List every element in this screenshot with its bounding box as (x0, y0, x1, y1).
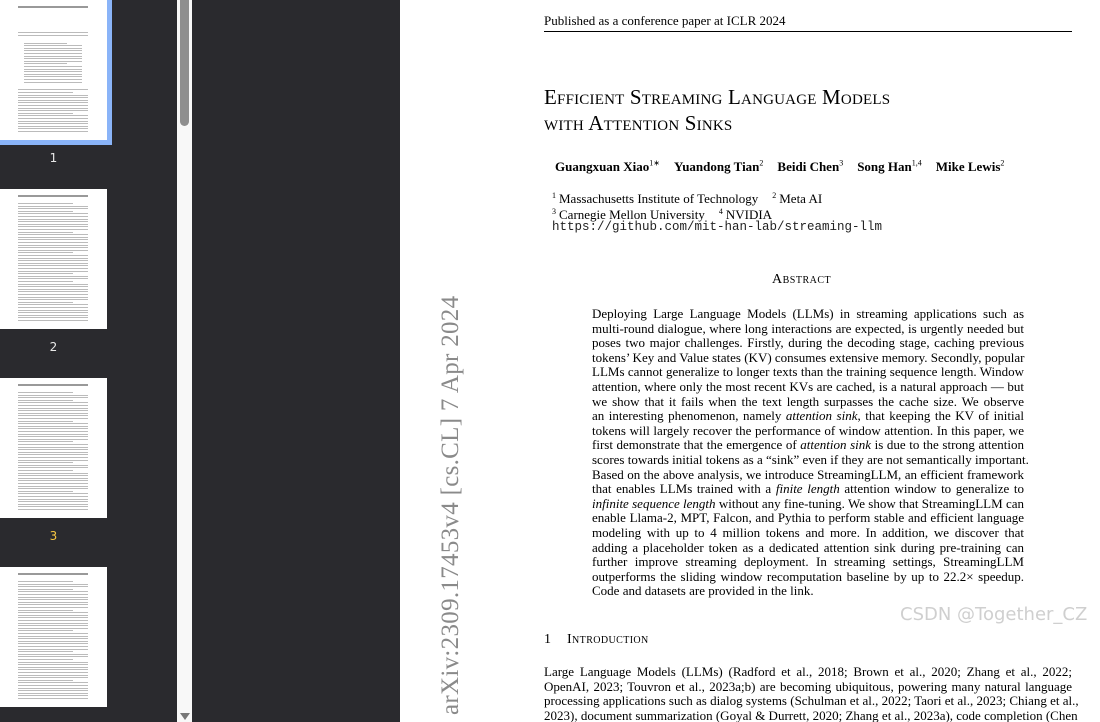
thumb-text-line (18, 620, 88, 621)
thumb-text-line (18, 100, 88, 101)
thumb-text-line (18, 265, 88, 266)
running-header: Published as a conference paper at ICLR 2024 (544, 13, 786, 28)
thumb-text-line (18, 226, 88, 227)
thumb-text-line (18, 118, 88, 119)
thumb-text-line (18, 299, 88, 300)
thumb-text-line (24, 43, 67, 44)
text-segment: attention, where only the most recent KVs are cached, is a natural approach — but (592, 379, 1024, 394)
thumb-text-line (18, 113, 73, 114)
text-segment: an interesting phenomenon, namely (592, 408, 786, 424)
author (555, 159, 660, 174)
thumb-text-line (18, 454, 88, 455)
thumb-text-line (18, 237, 88, 238)
thumb-text-line (18, 408, 88, 409)
thumb-text-line (18, 488, 88, 489)
thumb-text-line (18, 294, 88, 295)
thumb-text-line (18, 307, 88, 308)
thumb-text-line (18, 491, 73, 492)
thumb-text-line (18, 304, 88, 305)
abstract-line (592, 452, 1029, 468)
abstract-line (592, 438, 1024, 453)
thumb-text-line (18, 641, 88, 642)
thumb-text-line (18, 89, 88, 90)
thumb-text-line (18, 680, 73, 681)
thumb-text-line (18, 268, 88, 269)
affiliation-mark: 2 (772, 191, 777, 200)
thumb-text-line (18, 597, 88, 598)
thumb-text-line (18, 659, 73, 660)
thumb-text-line (18, 431, 88, 432)
author-affiliation-mark: 1,4 (911, 159, 922, 168)
thumb-text-line (18, 255, 88, 256)
thumb-text-line (18, 460, 88, 461)
thumb-text-line (18, 395, 88, 396)
thumb-text-line (18, 281, 73, 282)
thumb-text-line (24, 79, 82, 80)
abstract-line (592, 482, 1024, 497)
paragraph-line: 2023), document summarization (Goyal & Durrett, 2020; Zhang et al., 2023a), code completion (Chen (544, 707, 1078, 722)
thumb-text-line (18, 92, 73, 93)
author-name: Beidi Chen (777, 159, 840, 175)
author (936, 159, 1005, 174)
emphasized-term: infinite sequence length (592, 495, 716, 511)
thumb-text-line (18, 211, 73, 212)
thumb-text-line (18, 402, 88, 403)
thumb-text-line (18, 586, 88, 587)
author-affiliation-mark: 2 (1000, 159, 1005, 168)
thumb-text-line (18, 651, 73, 652)
thumb-text-line (24, 66, 82, 67)
thumb-text-line (18, 499, 88, 500)
thumb-text-line (18, 452, 88, 453)
text-segment: tokens will largely recover the performance of window attention. In this paper, we (592, 422, 1024, 438)
thumb-text-line (18, 203, 73, 204)
thumb-text-line (24, 48, 82, 49)
thumb-text-line (18, 506, 88, 507)
abstract-line (592, 497, 1024, 512)
thumb-text-line (18, 32, 88, 33)
thumb-text-line (18, 213, 88, 214)
thumb-text-line (18, 286, 88, 287)
abstract-line (592, 570, 1024, 585)
thumb-text-line (18, 234, 88, 235)
thumb-text-line (18, 126, 88, 127)
thumb-text-line (18, 604, 88, 605)
abstract-line (592, 395, 1024, 410)
section-title: Introduction (567, 632, 649, 647)
thumb-text-line (18, 423, 88, 424)
affiliation-name: Meta AI (779, 191, 823, 207)
thumb-text-line (18, 206, 88, 207)
thumb-text-line (18, 229, 88, 230)
thumb-text-line (18, 602, 88, 603)
thumb-text-line (18, 475, 88, 476)
thumb-text-line (18, 633, 88, 634)
thumb-text-line (18, 643, 88, 644)
sidebar-scrollbar[interactable] (177, 0, 192, 722)
thumb-text-line (18, 242, 88, 243)
text-segment: Based on the above analysis, we introduce StreamingLLM, an efficient framework (592, 466, 1024, 482)
thumb-text-line (24, 69, 82, 70)
thumb-text-line (18, 219, 88, 220)
thumb-text-line (18, 610, 73, 611)
thumb-text-line (18, 260, 88, 261)
thumb-text-line (18, 418, 88, 419)
affiliation-mark: 3 (552, 207, 556, 216)
text-segment: modeling with up to 4 million tokens and more. In addition, we discover that (592, 525, 1024, 540)
abstract-line (592, 584, 1024, 599)
abstract-line (592, 336, 1024, 351)
thumb-text-line (18, 675, 88, 676)
thumb-text-line (18, 392, 73, 393)
abstract-heading: Abstract (772, 272, 832, 287)
abstract-line (592, 409, 1024, 424)
thumb-text-line (18, 415, 88, 416)
thumb-text-line (18, 413, 88, 414)
abstract-line (592, 468, 1024, 483)
text-segment: enable Llama-2, MPT, Falcon, and Pythia to perform stable and efficient language (592, 510, 1024, 526)
thumb-text-line (18, 695, 88, 696)
thumb-header-rule (18, 6, 88, 8)
thumb-text-line (18, 486, 88, 487)
thumb-text-line (24, 71, 82, 72)
thumb-text-line (18, 654, 88, 655)
text-segment: is due to the strong attention (871, 437, 1024, 453)
affiliation-name: Massachusetts Institute of Technology (559, 191, 759, 207)
thumb-text-line (24, 76, 82, 77)
thumb-text-line (18, 599, 88, 600)
header-rule (544, 31, 1072, 32)
thumb-text-line (18, 584, 88, 585)
thumb-text-line (18, 623, 88, 624)
scroll-down-arrow-icon[interactable] (180, 713, 190, 720)
thumb-text-line (18, 310, 88, 311)
text-segment: without any fine-tuning. We show that StreamingLLM can (715, 495, 1024, 511)
thumb-text-line (18, 421, 73, 422)
author (857, 159, 922, 174)
paragraph-line: Large Language Models (LLMs) (Radford et al., 2018; Brown et al., 2020; Zhang et al., 2022; (544, 664, 1072, 679)
thumb-text-line (18, 480, 88, 481)
thumb-text-line (18, 615, 88, 616)
abstract-line (592, 365, 1024, 380)
scrollbar-thumb[interactable] (180, 0, 189, 126)
author-affiliation-mark: 3 (839, 159, 844, 168)
thumb-text-line (18, 302, 73, 303)
thumb-text-line (18, 224, 88, 225)
arxiv-identifier: arXiv:2309.17453v4 [cs.CL] 7 Apr 2024 (437, 295, 464, 715)
thumbnail-label: 1 (49, 151, 58, 165)
text-segment: Deploying Large Language Models (LLMs) in streaming applications such as (592, 306, 1024, 321)
thumb-text-line (18, 108, 88, 109)
emphasized-term: finite length (775, 481, 840, 497)
thumb-text-line (18, 123, 88, 124)
thumb-text-line (18, 677, 88, 678)
thumb-text-line (18, 250, 88, 251)
thumb-text-line (18, 221, 88, 222)
thumb-text-line (24, 45, 82, 46)
section-heading-introduction (544, 631, 649, 648)
affiliation-name: NVIDIA (725, 207, 773, 223)
text-segment: multi-round dialogue, where long interactions are expected, is urgently needed but (592, 320, 1024, 336)
thumb-text-line (18, 291, 88, 292)
thumb-text-line (24, 74, 82, 75)
thumb-text-line (24, 50, 82, 51)
emphasized-term: attention sink (800, 437, 872, 453)
thumb-text-line (18, 271, 88, 272)
thumb-text-line (18, 649, 88, 650)
thumb-text-line (24, 56, 82, 57)
thumb-text-line (18, 664, 88, 665)
page-thumbnail-1[interactable] (0, 0, 107, 140)
thumbnail-label: 3 (49, 529, 58, 543)
thumb-text-line (18, 284, 88, 285)
thumb-text-line (18, 263, 88, 264)
thumb-text-line (18, 462, 73, 463)
thumb-text-line (18, 216, 88, 217)
thumb-text-line (18, 496, 88, 497)
thumb-text-line (18, 656, 88, 657)
text-segment: adding a placeholder token as a dedicated attention sink during pre-training can (592, 539, 1024, 555)
thumb-text-line (18, 591, 88, 592)
thumb-text-line (18, 467, 88, 468)
text-segment: that enables LLMs trained with a (592, 481, 776, 497)
paper-title-line-1: Efficient Streaming Language Models (544, 85, 891, 109)
abstract-line (592, 555, 1024, 570)
thumb-text-line (18, 617, 88, 618)
thumb-text-line (24, 58, 82, 59)
thumb-text-line (18, 439, 88, 440)
author-affiliation-mark: 1∗ (649, 159, 660, 168)
text-segment: scores towards initial tokens as a “sink” even if they are not semantically important. (592, 452, 1029, 467)
thumb-text-line (18, 504, 88, 505)
abstract-line (592, 424, 1024, 439)
text-segment: further improve streaming deployment. In streaming settings, StreamingLLM (592, 554, 1024, 570)
thumb-text-line (18, 121, 88, 122)
thumb-text-line (18, 128, 88, 129)
thumb-text-line (18, 297, 88, 298)
author-affiliation-mark: 2 (759, 159, 764, 168)
paragraph-line: processing applications such as dialog systems (Schulman et al., 2022; Taori et al., 2023; Chiang et al., (544, 693, 1079, 709)
thumb-text-line (18, 239, 88, 240)
text-segment: Code and datasets are provided in the link. (592, 583, 814, 599)
text-segment: attention window to generalize to (839, 481, 1024, 497)
paper-title-line-2: with Attention Sinks (544, 111, 733, 135)
thumb-text-line (18, 105, 88, 106)
thumb-text-line (18, 436, 88, 437)
thumb-text-line (18, 426, 88, 427)
thumb-text-line (18, 509, 88, 510)
thumb-text-line (18, 682, 88, 683)
affiliation-name: Carnegie Mellon University (559, 207, 705, 223)
abstract-line (592, 307, 1024, 322)
thumb-text-line (24, 63, 67, 64)
thumb-text-line (18, 501, 88, 502)
thumb-text-line (24, 53, 82, 54)
thumb-text-line (18, 208, 88, 209)
page-thumbnail-3[interactable] (0, 378, 107, 518)
text-segment: tokens’ Key and Value states (KV) consumes extensive memory. Secondly, popular (592, 349, 1025, 365)
author (674, 159, 763, 174)
watermark: CSDN @Together_CZ (900, 604, 1088, 625)
thumb-text-line (18, 628, 88, 629)
abstract-line (592, 541, 1024, 556)
author-list (555, 159, 1018, 175)
thumb-text-line (18, 630, 73, 631)
affiliation-mark: 4 (718, 207, 723, 216)
text-segment: LLMs cannot generalize to longer texts than the training sequence length. Window (592, 364, 1024, 380)
thumb-text-line (18, 685, 88, 686)
page-thumbnail-2[interactable] (0, 189, 107, 329)
thumb-text-line (18, 473, 88, 474)
thumb-text-line (18, 672, 88, 673)
section-number: 1 (544, 632, 551, 647)
thumb-text-line (18, 698, 88, 699)
abstract-line (592, 322, 1024, 337)
thumb-text-line (18, 428, 88, 429)
thumb-text-line (18, 470, 73, 471)
thumb-text-line (18, 581, 73, 582)
thumb-text-line (18, 625, 88, 626)
author-name: Yuandong Tian (674, 159, 760, 175)
thumb-text-line (18, 444, 88, 445)
thumb-text-line (18, 276, 88, 277)
thumb-text-line (18, 131, 88, 132)
thumb-text-line (18, 317, 88, 318)
thumb-header-rule (18, 573, 88, 575)
thumb-text-line (18, 278, 88, 279)
thumb-text-line (18, 434, 88, 435)
text-segment: we show that it fails when the text length surpasses the cache size. We observe (592, 393, 1024, 409)
thumb-text-line (18, 315, 88, 316)
thumb-text-line (18, 102, 88, 103)
thumb-text-line (18, 232, 73, 233)
thumb-text-line (18, 97, 88, 98)
thumb-text-line (18, 95, 88, 96)
thumb-header-rule (18, 384, 88, 386)
thumb-text-line (18, 35, 88, 36)
abstract-line (592, 380, 1024, 395)
thumb-text-line (18, 449, 88, 450)
thumb-text-line (18, 289, 88, 290)
thumb-text-line (18, 690, 88, 691)
thumb-text-line (18, 478, 88, 479)
thumb-text-line (18, 273, 73, 274)
thumb-text-line (18, 397, 88, 398)
thumb-text-line (18, 594, 88, 595)
thumb-text-line (18, 110, 88, 111)
affiliation-mark: 1 (552, 191, 556, 200)
pdf-page (400, 0, 1100, 722)
emphasized-term: attention sink (785, 408, 858, 424)
thumb-text-line (18, 493, 88, 494)
author-name: Song Han (857, 159, 912, 175)
thumbnail-sidebar (0, 0, 177, 722)
thumb-text-line (18, 312, 88, 313)
abstract-line (592, 526, 1024, 541)
thumb-text-line (18, 612, 88, 613)
text-segment: outperforms the sliding window recomputation baseline by up to 22.2× speedup. (592, 568, 1024, 584)
thumb-header-rule (18, 195, 88, 197)
author-name: Mike Lewis (935, 159, 1001, 175)
thumb-text-line (18, 667, 88, 668)
thumb-text-line (18, 410, 88, 411)
text-segment: , that keeping the KV of initial (857, 408, 1024, 424)
thumb-text-line (18, 405, 88, 406)
thumb-text-line (18, 457, 88, 458)
thumb-text-line (18, 607, 88, 608)
page-thumbnail-4[interactable] (0, 567, 107, 707)
thumb-text-line (18, 693, 88, 694)
thumb-text-line (18, 247, 88, 248)
thumb-text-line (24, 61, 82, 62)
thumb-text-line (18, 638, 88, 639)
thumb-text-line (18, 245, 88, 246)
code-link[interactable]: https://github.com/mit-han-lab/streaming-llm (552, 220, 883, 234)
thumb-text-line (18, 252, 73, 253)
thumb-text-line (24, 82, 82, 83)
thumb-text-line (18, 115, 88, 116)
thumb-text-line (18, 400, 73, 401)
paragraph-line: OpenAI, 2023; Touvron et al., 2023a;b) are becoming ubiquitous, powering many natural language (544, 678, 1072, 694)
text-segment: poses two major challenges. Firstly, during the decoding stage, caching previous (592, 335, 1024, 351)
thumb-text-line (18, 483, 88, 484)
abstract-line (592, 351, 1024, 366)
thumb-text-line (18, 441, 73, 442)
thumb-text-line (18, 688, 88, 689)
abstract-line (592, 511, 1024, 526)
text-segment: first demonstrate that the emergence of (592, 437, 801, 453)
thumb-text-line (18, 636, 88, 637)
thumbnail-label: 2 (49, 340, 58, 354)
thumb-text-line (18, 669, 88, 670)
author (777, 159, 843, 174)
thumb-text-line (18, 320, 88, 321)
thumb-text-line (18, 465, 88, 466)
thumb-text-line (18, 662, 88, 663)
author-name: Guangxuan Xiao (555, 159, 650, 175)
thumb-text-line (18, 589, 73, 590)
thumb-text-line (18, 258, 88, 259)
thumb-text-line (18, 646, 88, 647)
thumb-text-line (18, 447, 88, 448)
